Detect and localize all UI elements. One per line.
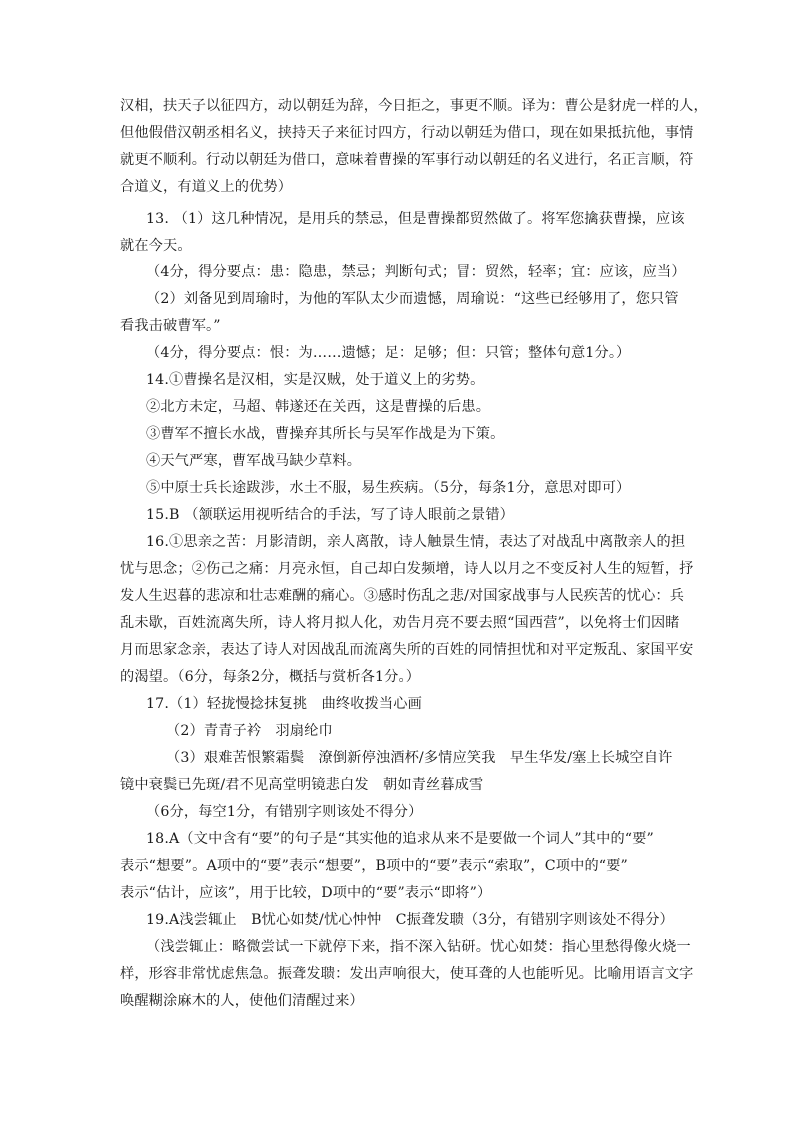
text-line: （浅尝辄止：略微尝试一下就停下来，指不深入钻研。忧心如焚：指心里愁得像火烧一 — [146, 939, 691, 955]
scoring-note: （4分，得分要点：恨：为……遗憾；足：足够；但：只管；整体句意1分。） — [146, 345, 631, 361]
text-line: 就在今天。 — [120, 238, 192, 254]
text-line: 汉相，扶天子以征四方，动以朝廷为辞，今日拒之，事更不顺。译为：曹公是豺虎一样的人， — [120, 98, 708, 114]
text-line: 表示“估计，应该”，用于比较，D项中的“要”表示“即将”） — [120, 885, 492, 901]
text-line: 表示“想要”。A项中的“要”表示“想要”，B项中的“要”表示“索取”，C项中的“要” — [120, 858, 628, 874]
text-line: 的渴望。（6分，每条2分，概括与赏析各1分。） — [120, 669, 421, 685]
answer-18-line: 18.A（文中含有“要”的句子是“其实他的追求从来不是要做一个词人”其中的“要” — [146, 831, 654, 847]
text-line: 忧与思念；②伤己之痛：月亮永恒，自己却白发频增，诗人以月之不变反衬人生的短暂，抒 — [120, 561, 694, 577]
text-line: 镜中衰鬓已先斑/君不见高堂明镜悲白发 朝如青丝暮成雪 — [120, 777, 484, 793]
text-line: ③曹军不擅长水战，曹操弃其所长与吴军作战是为下策。 — [146, 426, 505, 442]
text-line: 合道义，有道义上的优势） — [120, 179, 293, 195]
text-line: ④天气严寒，曹军战马缺少草料。 — [146, 453, 362, 469]
text-line: ②北方未定，马超、韩遂还在关西，这是曹操的后患。 — [146, 399, 491, 415]
text-line: 唤醒糊涂麻木的人，使他们清醒过来） — [120, 993, 364, 1009]
text-line: 就更不顺利。行动以朝廷为借口，意味着曹操的军事行动以朝廷的名义进行，名正言顺，符 — [120, 152, 694, 168]
text-line: （2）刘备见到周瑜时，为他的军队太少而遗憾，周瑜说：“这些已经够用了，您只管 — [146, 291, 679, 307]
scoring-note: （6分，每空1分，有错别字则该处不得分） — [146, 804, 423, 820]
text-line: 样，形容非常忧虑焦急。振聋发聩：发出声响很大，使耳聋的人也能听见。比喻用语言文字 — [120, 966, 694, 982]
text-line: 发人生迟暮的悲凉和壮志难酬的痛心。③感时伤乱之悲/对国家战事与人民疾苦的忧心：兵 — [120, 588, 685, 604]
text-line: 看我击破曹军。” — [120, 318, 221, 334]
text-line: 乱未歇，百姓流离失所，诗人将月拟人化，劝告月亮不要去照“国西营”，以免将士们因睹 — [120, 615, 680, 631]
scoring-note: （4分，得分要点：患：隐患，禁忌；判断句式；冒：贸然，轻率；宜：应该，应当） — [146, 264, 686, 280]
answer-17-line: 17.（1）轻拢慢捻抹复挑 曲终收拨当心画 — [146, 696, 422, 712]
answer-16-line: 16.①思亲之苦：月影清朗，亲人离散，诗人触景生情，表达了对战乱中离散亲人的担 — [146, 534, 686, 550]
text-line: （2）青青子衿 羽扇纶巾 — [166, 723, 333, 739]
answer-19-line: 19.A浅尝辄止 B忧心如焚/忧心忡忡 C振聋发聩（3分，有错别字则该处不得分） — [146, 912, 674, 928]
text-line: ⑤中原士兵长途跋涉，水土不服，易生疾病。（5分，每条1分，意思对即可） — [146, 480, 631, 496]
text-line: 月而思家念亲，表达了诗人对因战乱而流离失所的百姓的同情担忧和对平定叛乱、家国平安 — [120, 642, 694, 658]
answer-14-line: 14.①曹操名是汉相，实是汉贼，处于道义上的劣势。 — [146, 372, 485, 388]
text-line: 但他假借汉朝丞相名义，挟持天子来征讨四方，行动以朝廷为借口，现在如果抵抗他，事情 — [120, 125, 694, 141]
answer-15-line: 15.B （颔联运用视听结合的手法，写了诗人眼前之景错） — [146, 507, 515, 523]
answer-13-line: 13. （1）这几种情况，是用兵的禁忌，但是曹操都贸然做了。将军您擒获曹操，应该 — [146, 211, 685, 227]
text-line: （3）艰难苦恨繁霜鬓 潦倒新停浊酒杯/多情应笑我 早生华发/塞上长城空自许 — [166, 750, 673, 766]
